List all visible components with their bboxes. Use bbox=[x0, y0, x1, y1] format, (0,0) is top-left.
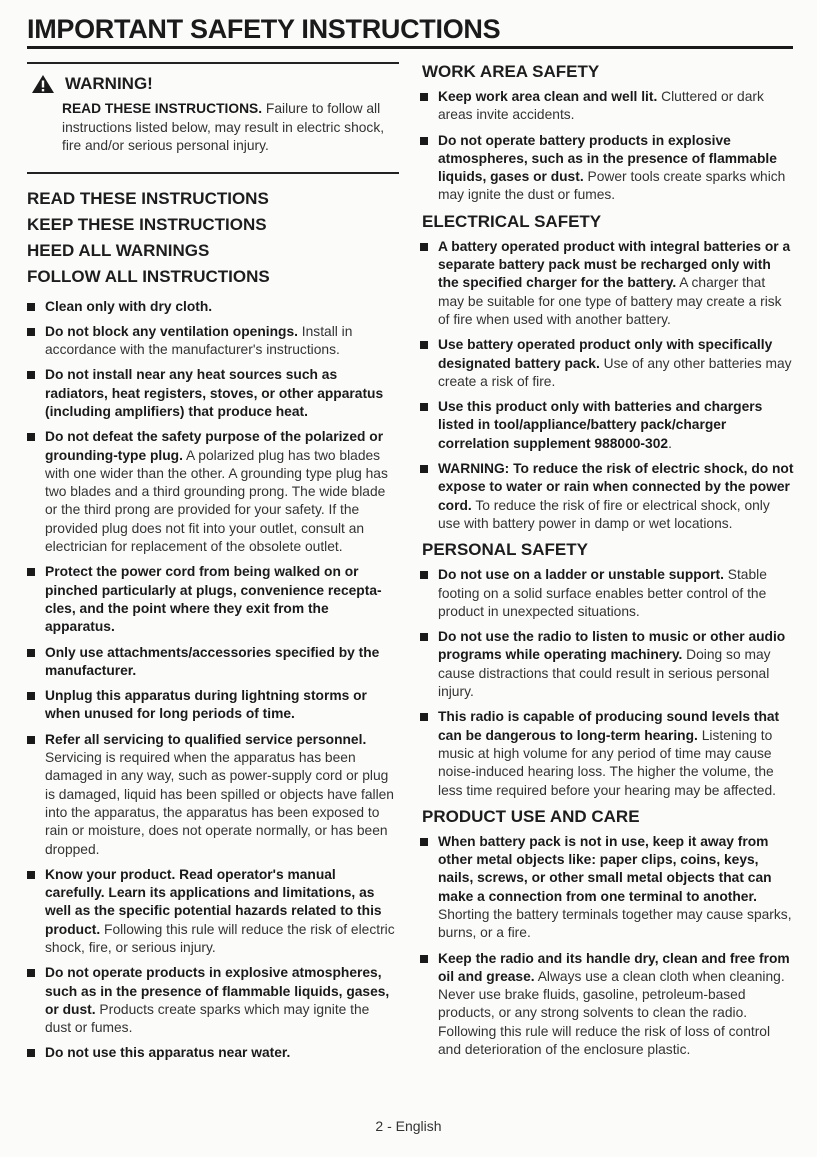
list-item: Only use attachments/accessories specified by the manufacturer. bbox=[27, 644, 399, 681]
right-column bbox=[420, 62, 794, 1066]
list-item: Know your product. Read operator's manual carefully. Learn its applications and limitations, as well as the specific potential hazards related to this product. Following this rule will reduce the risk of electric shock, fire, or serious injury. bbox=[27, 866, 399, 957]
warning-body bbox=[62, 100, 399, 156]
list-item: Do not block any ventilation openings. Install in accordance with the manufacturer's instructions. bbox=[27, 323, 399, 360]
read-line: FOLLOW ALL INSTRUCTIONS bbox=[27, 266, 270, 286]
list-item: Use this product only with batteries and chargers listed in tool/appliance/battery pack/charger correlation supplement 988000-302. bbox=[420, 398, 794, 453]
warning-header bbox=[31, 74, 399, 94]
warning-text: Failure to follow all instructions listed below, may result in electric shock, fire and/or serious personal injury. bbox=[62, 101, 385, 153]
section-list bbox=[420, 88, 794, 205]
square-bullet-icon bbox=[27, 969, 35, 977]
list-item: This radio is capable of producing sound levels that can be dangerous to long-term hearing. Listening to music at high volume for any period of time may cause noise-induced hearing loss. The higher the volume, the less time required before your hearing may be affected. bbox=[420, 708, 794, 799]
square-bullet-icon bbox=[420, 465, 428, 473]
section-list bbox=[420, 238, 794, 533]
list-item: Keep the radio and its handle dry, clean and free from oil and grease. Always use a clean cloth when cleaning. Never use brake fluids, gasoline, petroleum-based products, or any strong solvents to clean the radio. Following this rule will reduce the risk of loss of control and deterioration of the enclosure plastic. bbox=[420, 950, 794, 1060]
square-bullet-icon bbox=[27, 303, 35, 311]
left-instruction-list bbox=[27, 298, 399, 1063]
warning-title: WARNING! bbox=[65, 74, 153, 93]
read-line: HEED ALL WARNINGS bbox=[27, 240, 210, 260]
square-bullet-icon bbox=[27, 649, 35, 657]
list-item: Do not use on a ladder or unstable support. Stable footing on a solid surface enables better control of the product in unexpected situations. bbox=[420, 566, 794, 621]
square-bullet-icon bbox=[420, 713, 428, 721]
square-bullet-icon bbox=[27, 1049, 35, 1057]
square-bullet-icon bbox=[27, 568, 35, 576]
list-item: Protect the power cord from being walked on or pinched particularly at plugs, convenience recepta-cles, and the point where they exit from the apparatus. bbox=[27, 563, 399, 636]
square-bullet-icon bbox=[27, 871, 35, 879]
list-item: Do not use the radio to listen to music or other audio programs while operating machinery. Doing so may cause distractions that could result in serious personal injury. bbox=[420, 628, 794, 701]
section-title: ELECTRICAL SAFETY bbox=[422, 211, 602, 231]
warning-triangle-icon bbox=[31, 74, 55, 94]
section-work-area bbox=[420, 62, 794, 205]
title-rule bbox=[27, 46, 793, 49]
square-bullet-icon bbox=[27, 736, 35, 744]
section-list bbox=[420, 566, 794, 800]
list-item: Unplug this apparatus during lightning storms or when unused for long periods of time. bbox=[27, 687, 399, 724]
square-bullet-icon bbox=[27, 433, 35, 441]
square-bullet-icon bbox=[420, 633, 428, 641]
square-bullet-icon bbox=[420, 243, 428, 251]
section-product-use bbox=[420, 807, 794, 1060]
list-item: Do not use this apparatus near water. bbox=[27, 1044, 399, 1062]
section-list bbox=[420, 833, 794, 1060]
square-bullet-icon bbox=[420, 341, 428, 349]
square-bullet-icon bbox=[27, 328, 35, 336]
warning-bold-text: READ THESE INSTRUCTIONS. bbox=[62, 101, 263, 116]
section-title: PRODUCT USE AND CARE bbox=[422, 806, 640, 826]
section-personal bbox=[420, 540, 794, 800]
square-bullet-icon bbox=[420, 571, 428, 579]
square-bullet-icon bbox=[27, 371, 35, 379]
list-item: Use battery operated product only with specifically designated battery pack. Use of any other batteries may create a risk of fire. bbox=[420, 336, 794, 391]
page-footer: 2 - English bbox=[375, 1118, 442, 1134]
list-item: WARNING: To reduce the risk of electric shock, do not expose to water or rain when connected by the power cord. To reduce the risk of fire or electrical shock, only use with battery power in damp or wet locations. bbox=[420, 460, 794, 533]
list-item: Do not install near any heat sources such as radiators, heat registers, stoves, or other apparatus (including amplifiers) that produce heat. bbox=[27, 366, 399, 421]
left-column bbox=[27, 62, 399, 1070]
list-item: Refer all servicing to qualified service personnel. Servicing is required when the apparatus has been damaged in any way, such as power-supply cord or plug is damaged, liquid has been spilled or objects have fallen into the apparatus, the apparatus has been exposed to rain or moisture, does not operate normally, or has been dropped. bbox=[27, 731, 399, 859]
square-bullet-icon bbox=[27, 692, 35, 700]
list-item: When battery pack is not in use, keep it away from other metal objects like: paper clips, coins, keys, nails, screws, or other small metal objects that can make a connection from one terminal to another. Shorting the battery terminals together may cause sparks, burns, or a fire. bbox=[420, 833, 794, 943]
square-bullet-icon bbox=[420, 137, 428, 145]
list-item: A battery operated product with integral batteries or a separate battery pack must be recharged only with the specified charger for the battery. A charger that may be suitable for one type of battery may create a risk of fire when used with another battery. bbox=[420, 238, 794, 329]
read-line: KEEP THESE INSTRUCTIONS bbox=[27, 214, 267, 234]
warning-top-rule bbox=[27, 62, 399, 64]
instruction-headings bbox=[27, 186, 399, 290]
page-title: IMPORTANT SAFETY INSTRUCTIONS bbox=[27, 14, 501, 44]
list-item: Do not defeat the safety purpose of the polarized or grounding-type plug. A polarized plug has two blades with one wider than the other. A grounding type plug has two blades and a third grounding prong. The wide blade or the third prong are provided for your safety. If the provided plug does not fit into your outlet, consult an electrician for replacement of the obsolete outlet. bbox=[27, 428, 399, 556]
warning-bottom-rule bbox=[27, 172, 399, 174]
list-item: Do not operate products in explosive atmospheres, such as in the presence of flammable liquids, gases, or dust. Products create sparks which may ignite the dust or fumes. bbox=[27, 964, 399, 1037]
section-title: WORK AREA SAFETY bbox=[422, 62, 600, 81]
list-item: Do not operate battery products in explosive atmospheres, such as in the presence of flammable liquids, gases or dust. Power tools create sparks which may ignite the dust or fumes. bbox=[420, 132, 794, 205]
square-bullet-icon bbox=[420, 93, 428, 101]
square-bullet-icon bbox=[420, 838, 428, 846]
square-bullet-icon bbox=[420, 955, 428, 963]
list-item: Clean only with dry cloth. bbox=[27, 298, 399, 316]
list-item: Keep work area clean and well lit. Cluttered or dark areas invite accidents. bbox=[420, 88, 794, 125]
section-electrical bbox=[420, 212, 794, 533]
section-title: PERSONAL SAFETY bbox=[422, 540, 588, 560]
read-line: READ THESE INSTRUCTIONS bbox=[27, 188, 269, 208]
square-bullet-icon bbox=[420, 403, 428, 411]
